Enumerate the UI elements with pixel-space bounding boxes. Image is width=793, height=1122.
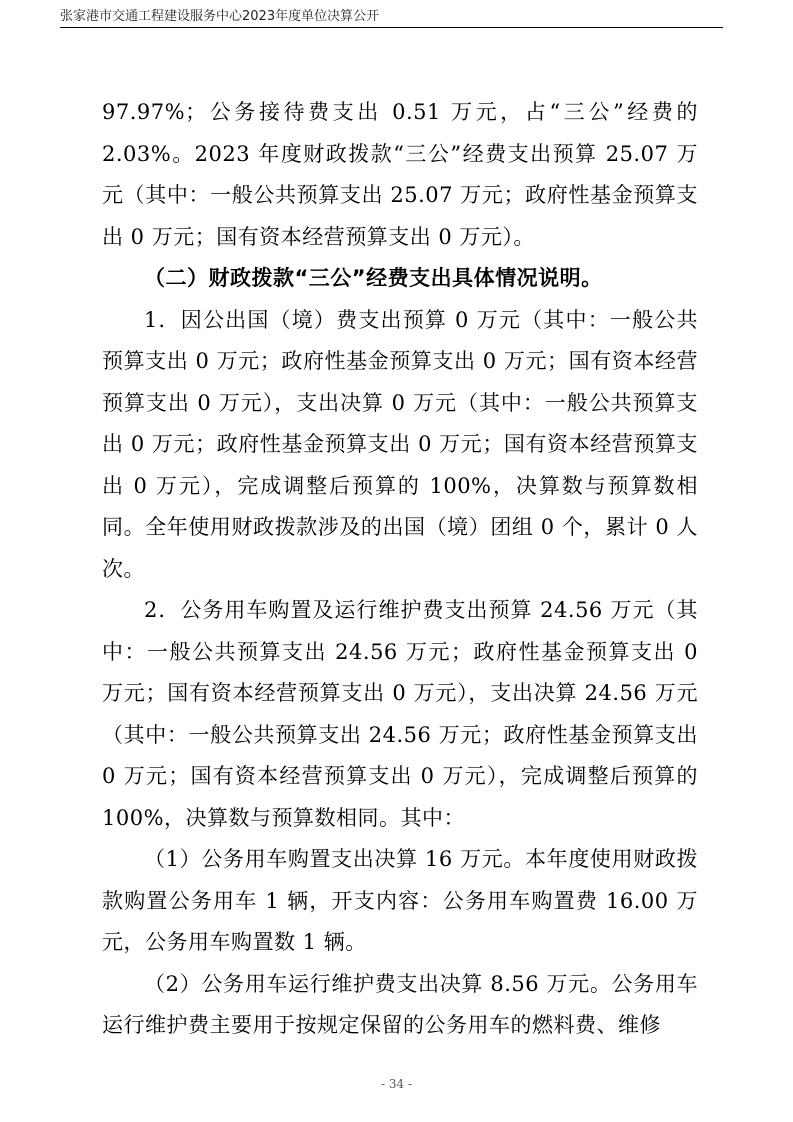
document-body: [102, 92, 698, 1047]
paragraph-overseas-expenses: 1．因公出国（境）费支出预算 0 万元（其中：一般公共预算支出 0 万元；政府性基金预算支出 0 万元；国有资本经营预算支出 0 万元），支出决算 0 万元（其中：一般公共预算支出 0 万元；政府性基金预算支出 0 万元；国有资本经营预算支出 0 万元），完成调整后预算的 100%，决算数与预算数相同。全年使用财政拨款涉及的出国（境）团组 0 个，累计 0 人次。: [102, 307, 698, 581]
paragraph-continuation: 97.97%；公务接待费支出 0.51 万元，占“三公”经费的 2.03%。2023 年度财政拨款“三公”经费支出预算 25.07 万元（其中：一般公共预算支出 25.07 万元；政府性基金预算支出 0 万元；国有资本经营预算支出 0 万元）。: [102, 100, 698, 249]
paragraph-vehicle-expenses: 2．公务用车购置及运行维护费支出预算 24.56 万元（其中：一般公共预算支出 24.56 万元；政府性基金预算支出 0 万元；国有资本经营预算支出 0 万元），支出决算 24.56 万元（其中：一般公共预算支出 24.56 万元；政府性基金预算支出 0 万元；国有资本经营预算支出 0 万元），完成调整后预算的 100%，决算数与预算数相同。其中：: [102, 598, 698, 830]
header-divider: [60, 27, 723, 28]
section-heading: （二）财政拨款“三公”经费支出具体情况说明。: [144, 266, 603, 290]
paragraph-vehicle-purchase: （1）公务用车购置支出决算 16 万元。本年度使用财政拨款购置公务用车 1 辆，开支内容：公务用车购置费 16.00 万元，公务用车购置数 1 辆。: [102, 847, 698, 954]
paragraph-vehicle-maintenance: （2）公务用车运行维护费支出决算 8.56 万元。公务用车运行维护费主要用于按规定保留的公务用车的燃料费、维修: [102, 971, 698, 1037]
page-header: 张家港市交通工程建设服务中心2023年度单位决算公开: [60, 9, 380, 24]
page-number: - 34 -: [380, 1077, 412, 1091]
